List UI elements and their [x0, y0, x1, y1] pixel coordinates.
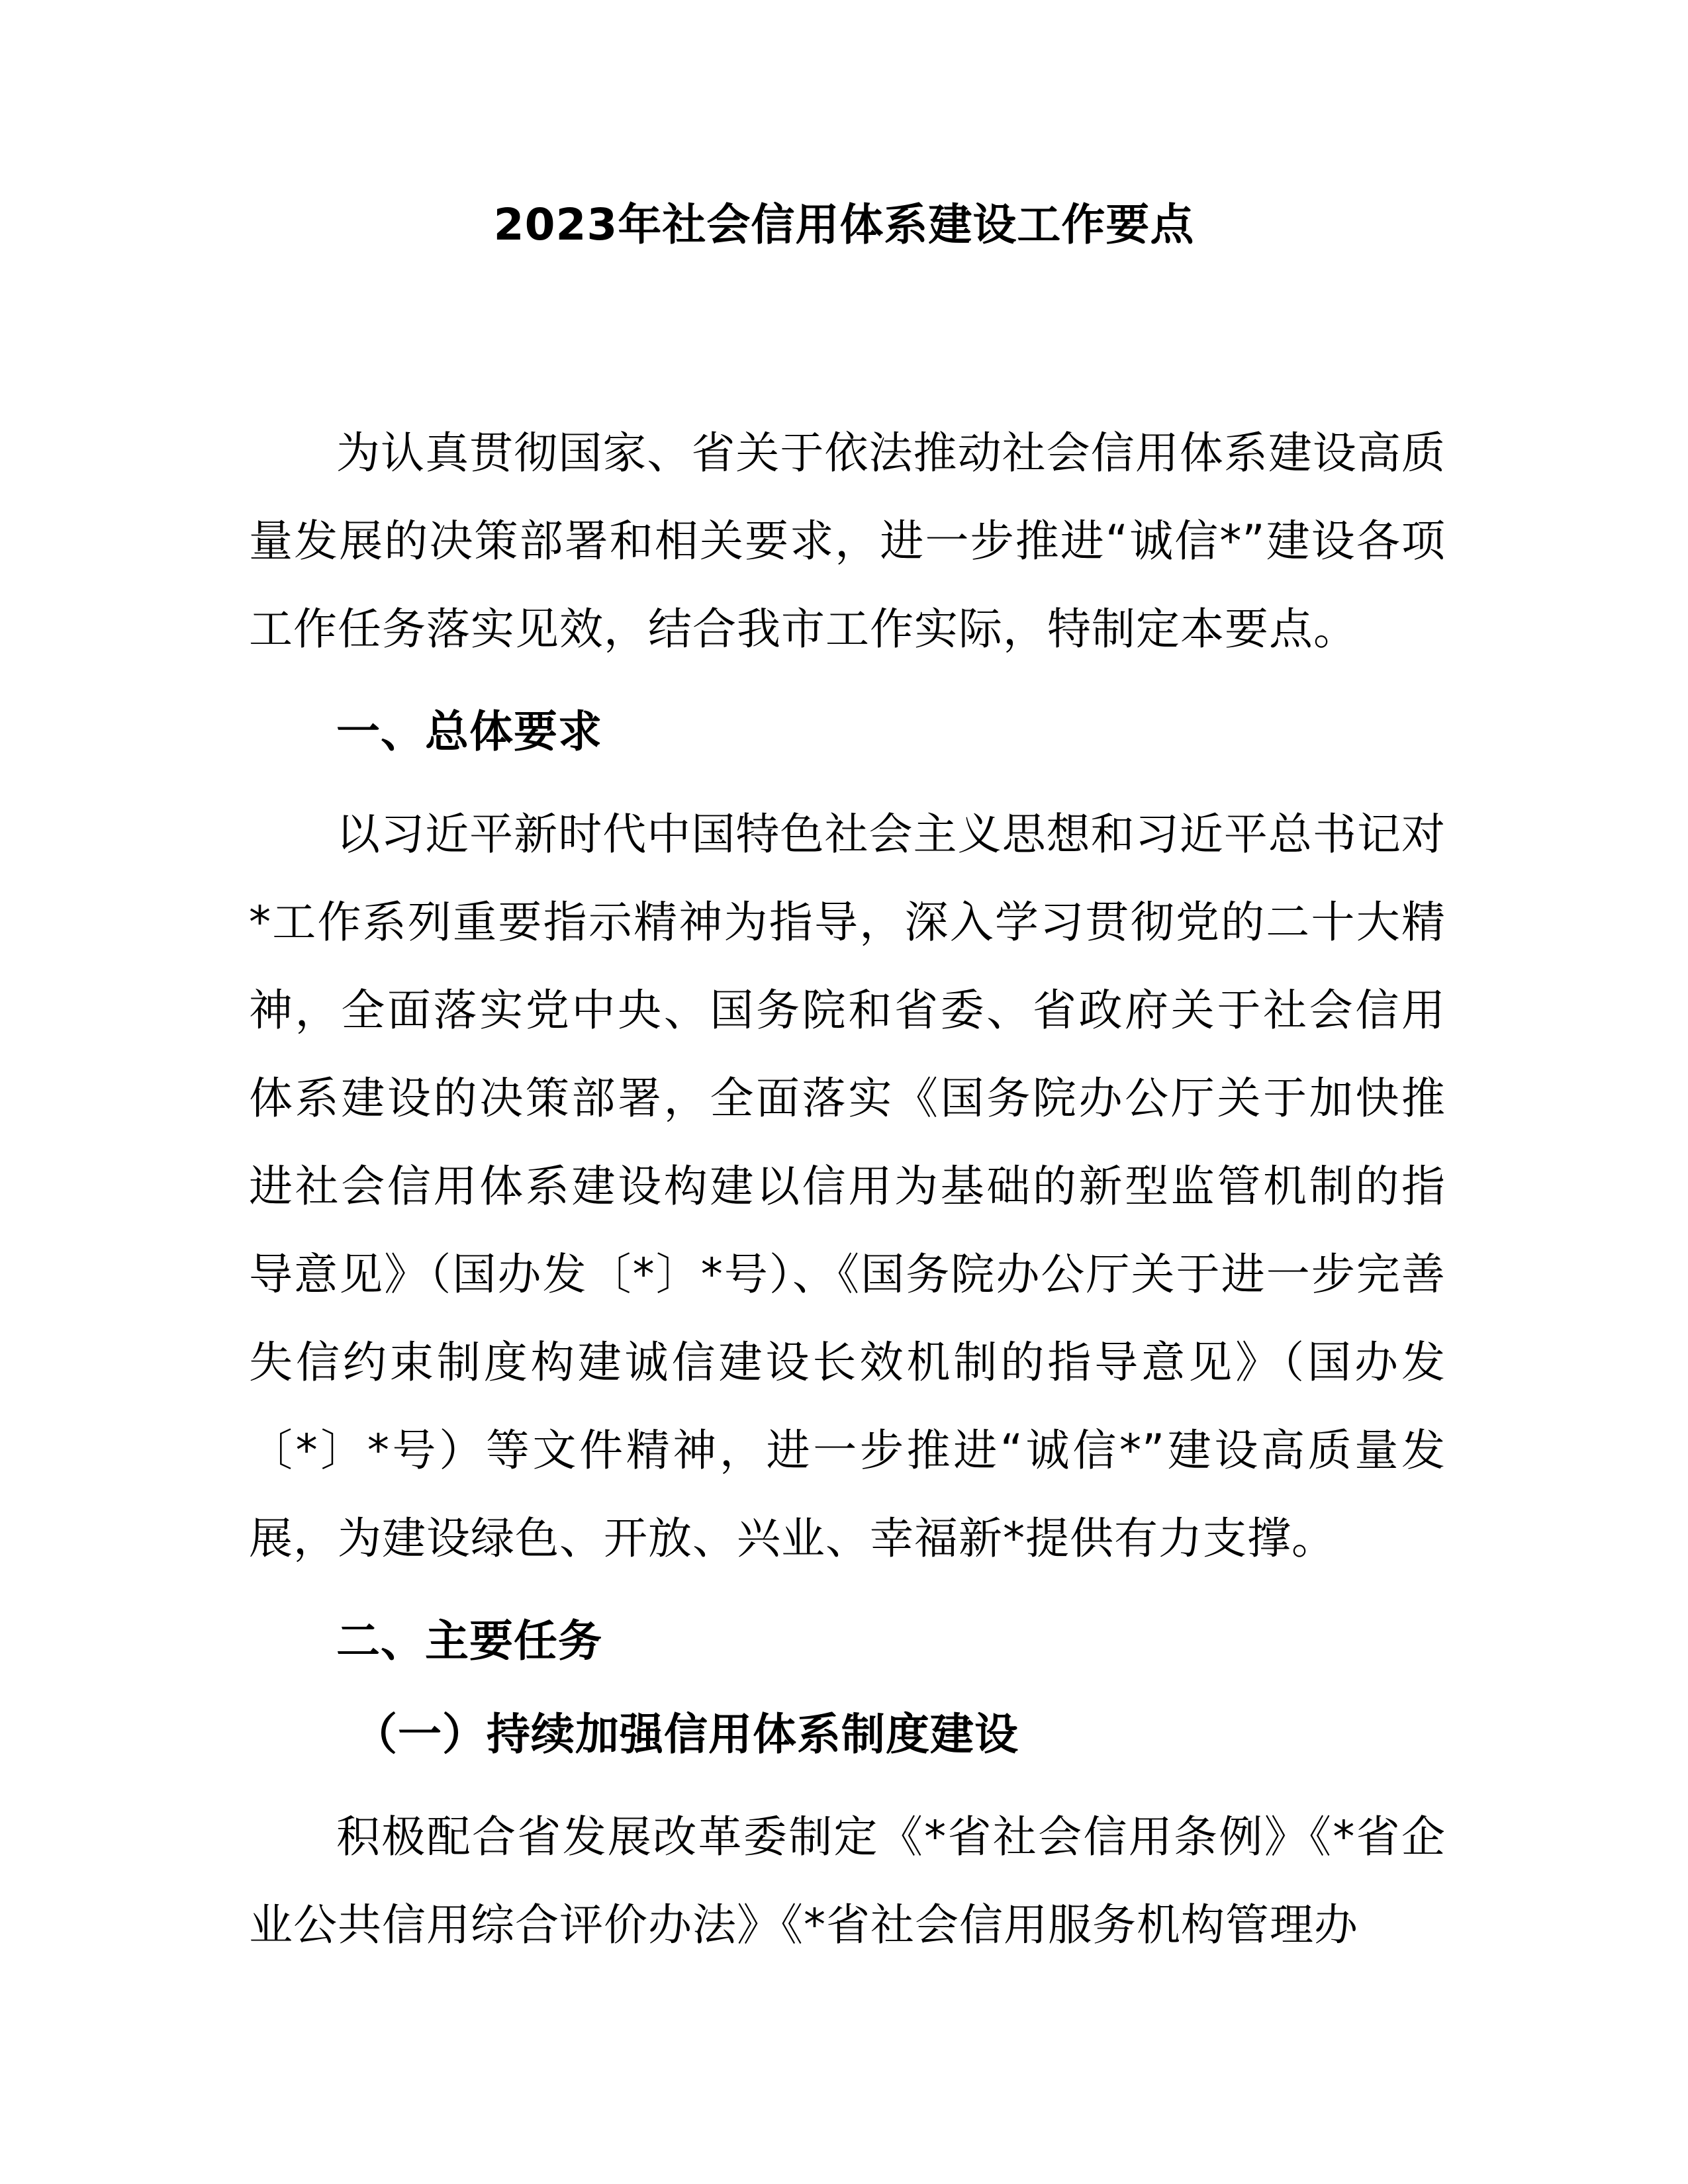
- intro-paragraph: 为认真贯彻国家、省关于依法推动社会信用体系建设高质量发展的决策部署和相关要求，进一步推进“诚信*”建设各项工作任务落实见效，结合我市工作实际，特制定本要点。: [249, 428, 1446, 655]
- document-body: [249, 409, 1446, 1969]
- spacer: [249, 1582, 1446, 1597]
- subsection-heading-credit-system: （一）持续加强信用体系制度建设: [353, 1709, 1019, 1760]
- section-heading-general-requirements: 一、总体要求: [336, 706, 602, 757]
- spacer: [249, 776, 1446, 790]
- spacer: [249, 673, 1446, 688]
- spacer: [249, 1778, 1446, 1793]
- credit-system-paragraph: 积极配合省发展改革委制定《*省社会信用条例》《*省企业公共信用综合评价办法》《*省社会信用服务机构管理办: [249, 1811, 1446, 1950]
- document-title: 2023年社会信用体系建设工作要点: [493, 199, 1195, 250]
- general-requirements-paragraph: 以习近平新时代中国特色社会主义思想和习近平总书记对*工作系列重要指示精神为指导，深入学习贯彻党的二十大精神，全面落实党中央、国务院和省委、省政府关于社会信用体系建设的决策部署，全面落实《国务院办公厅关于加快推进社会信用体系建设构建以信用为基础的新型监管机制的指导意见》（国办发〔*〕*号）、《国务院办公厅关于进一步完善失信约束制度构建诚信建设长效机制的指导意见》（国办发〔*〕*号）等文件精神，进一步推进“诚信*”建设高质量发展，为建设绿色、开放、兴业、幸福新*提供有力支撑。: [249, 809, 1446, 1564]
- section-heading-main-tasks: 二、主要任务: [336, 1615, 602, 1666]
